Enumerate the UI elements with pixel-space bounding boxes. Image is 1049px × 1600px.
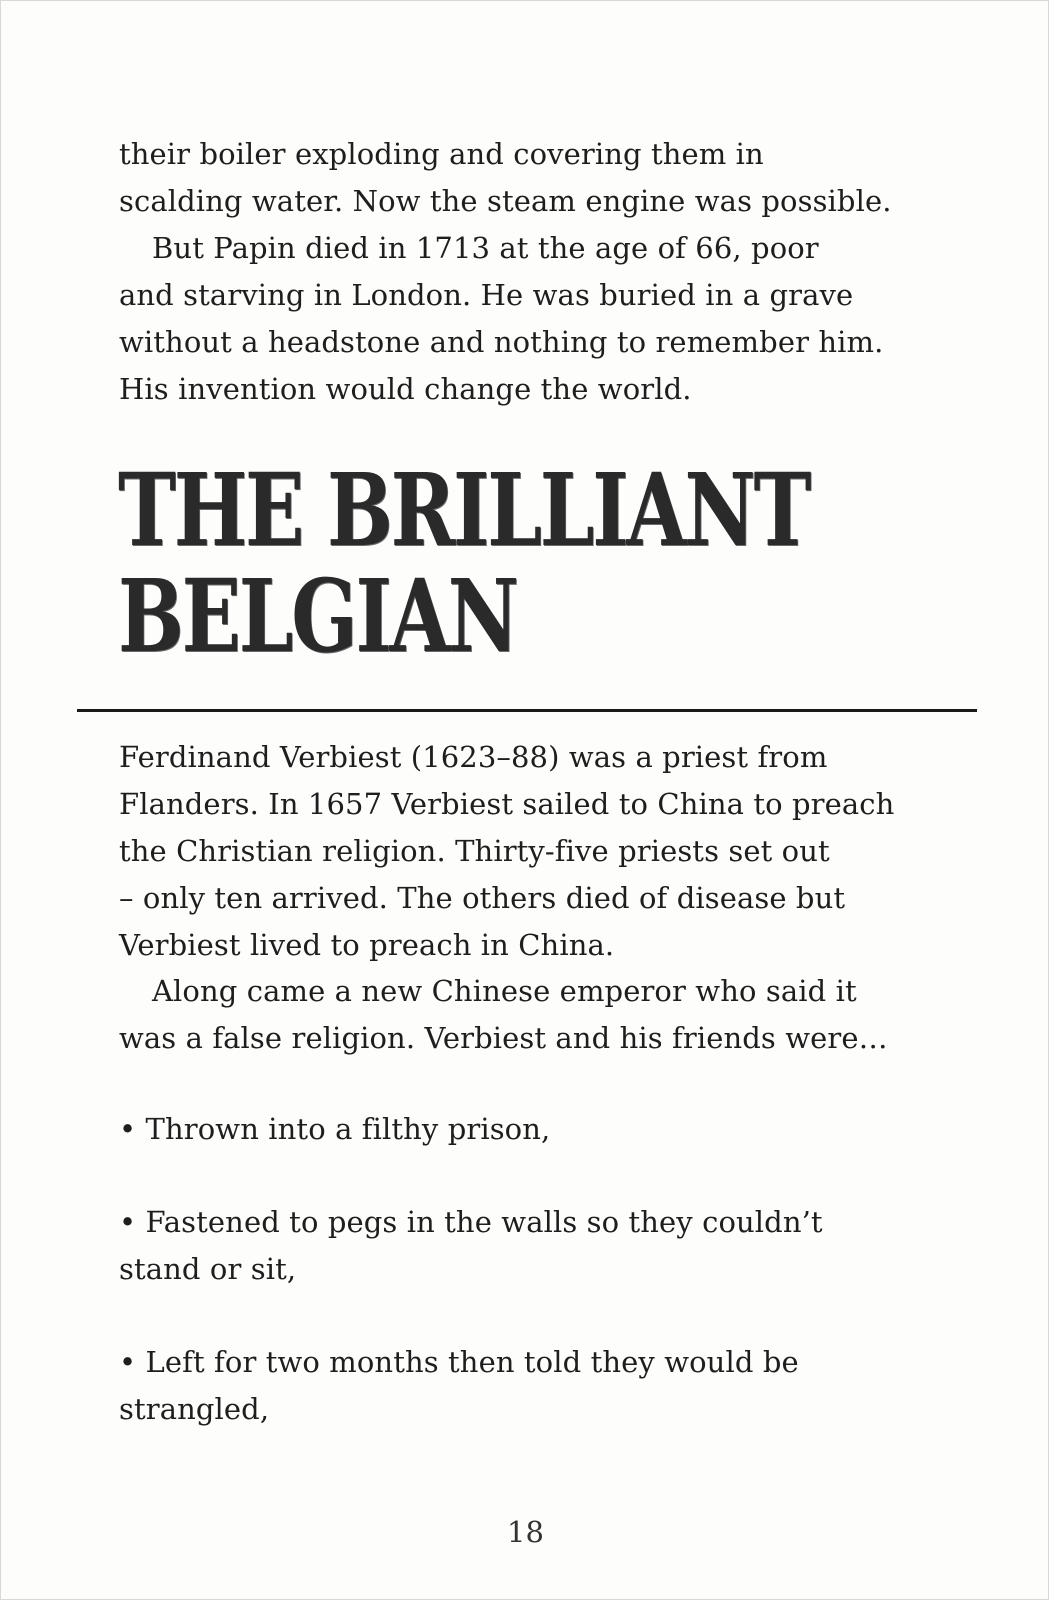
text-line: Flanders. In 1657 Verbiest sailed to China to preach xyxy=(119,787,895,821)
text-line: and starving in London. He was buried in a grave xyxy=(119,278,854,312)
bullet-text-line: • Thrown into a filthy prison, xyxy=(119,1112,551,1146)
bullet-item xyxy=(119,1106,919,1153)
text-line: His invention would change the world. xyxy=(119,372,692,406)
section-heading-line-2: BELGIAN xyxy=(118,557,517,675)
text-line: without a headstone and nothing to remember him. xyxy=(119,325,884,359)
verbiest-paragraph xyxy=(119,734,919,969)
text-line: – only ten arrived. The others died of disease but xyxy=(119,881,846,915)
bullet-item xyxy=(119,1199,919,1293)
text-line: the Christian religion. Thirty-five priests set out xyxy=(119,834,830,868)
bullet-item xyxy=(119,1339,919,1433)
text-line: their boiler exploding and covering them in xyxy=(119,137,764,171)
intro-paragraph xyxy=(119,131,919,225)
page-number: 18 xyxy=(507,1515,544,1549)
section-heading-line-1: THE BRILLIANT xyxy=(118,451,810,569)
text-line: But Papin died in 1713 at the age of 66, poor xyxy=(152,231,819,265)
papin-paragraph xyxy=(119,225,919,413)
text-line: Verbiest lived to preach in China. xyxy=(119,928,615,962)
heading-divider xyxy=(77,709,977,712)
section-heading xyxy=(118,451,810,675)
text-line: Ferdinand Verbiest (1623–88) was a priest from xyxy=(119,740,828,774)
text-line: Along came a new Chinese emperor who said it xyxy=(152,974,857,1008)
bullet-text-line: strangled, xyxy=(119,1392,270,1426)
bullet-text-line: • Fastened to pegs in the walls so they couldn’t xyxy=(119,1205,823,1239)
text-line: scalding water. Now the steam engine was possible. xyxy=(119,184,892,218)
text-line: was a false religion. Verbiest and his friends were… xyxy=(119,1021,888,1055)
bullet-text-line: • Left for two months then told they would be xyxy=(119,1345,799,1379)
bullet-text-line: stand or sit, xyxy=(119,1252,297,1286)
emperor-paragraph xyxy=(119,968,919,1062)
